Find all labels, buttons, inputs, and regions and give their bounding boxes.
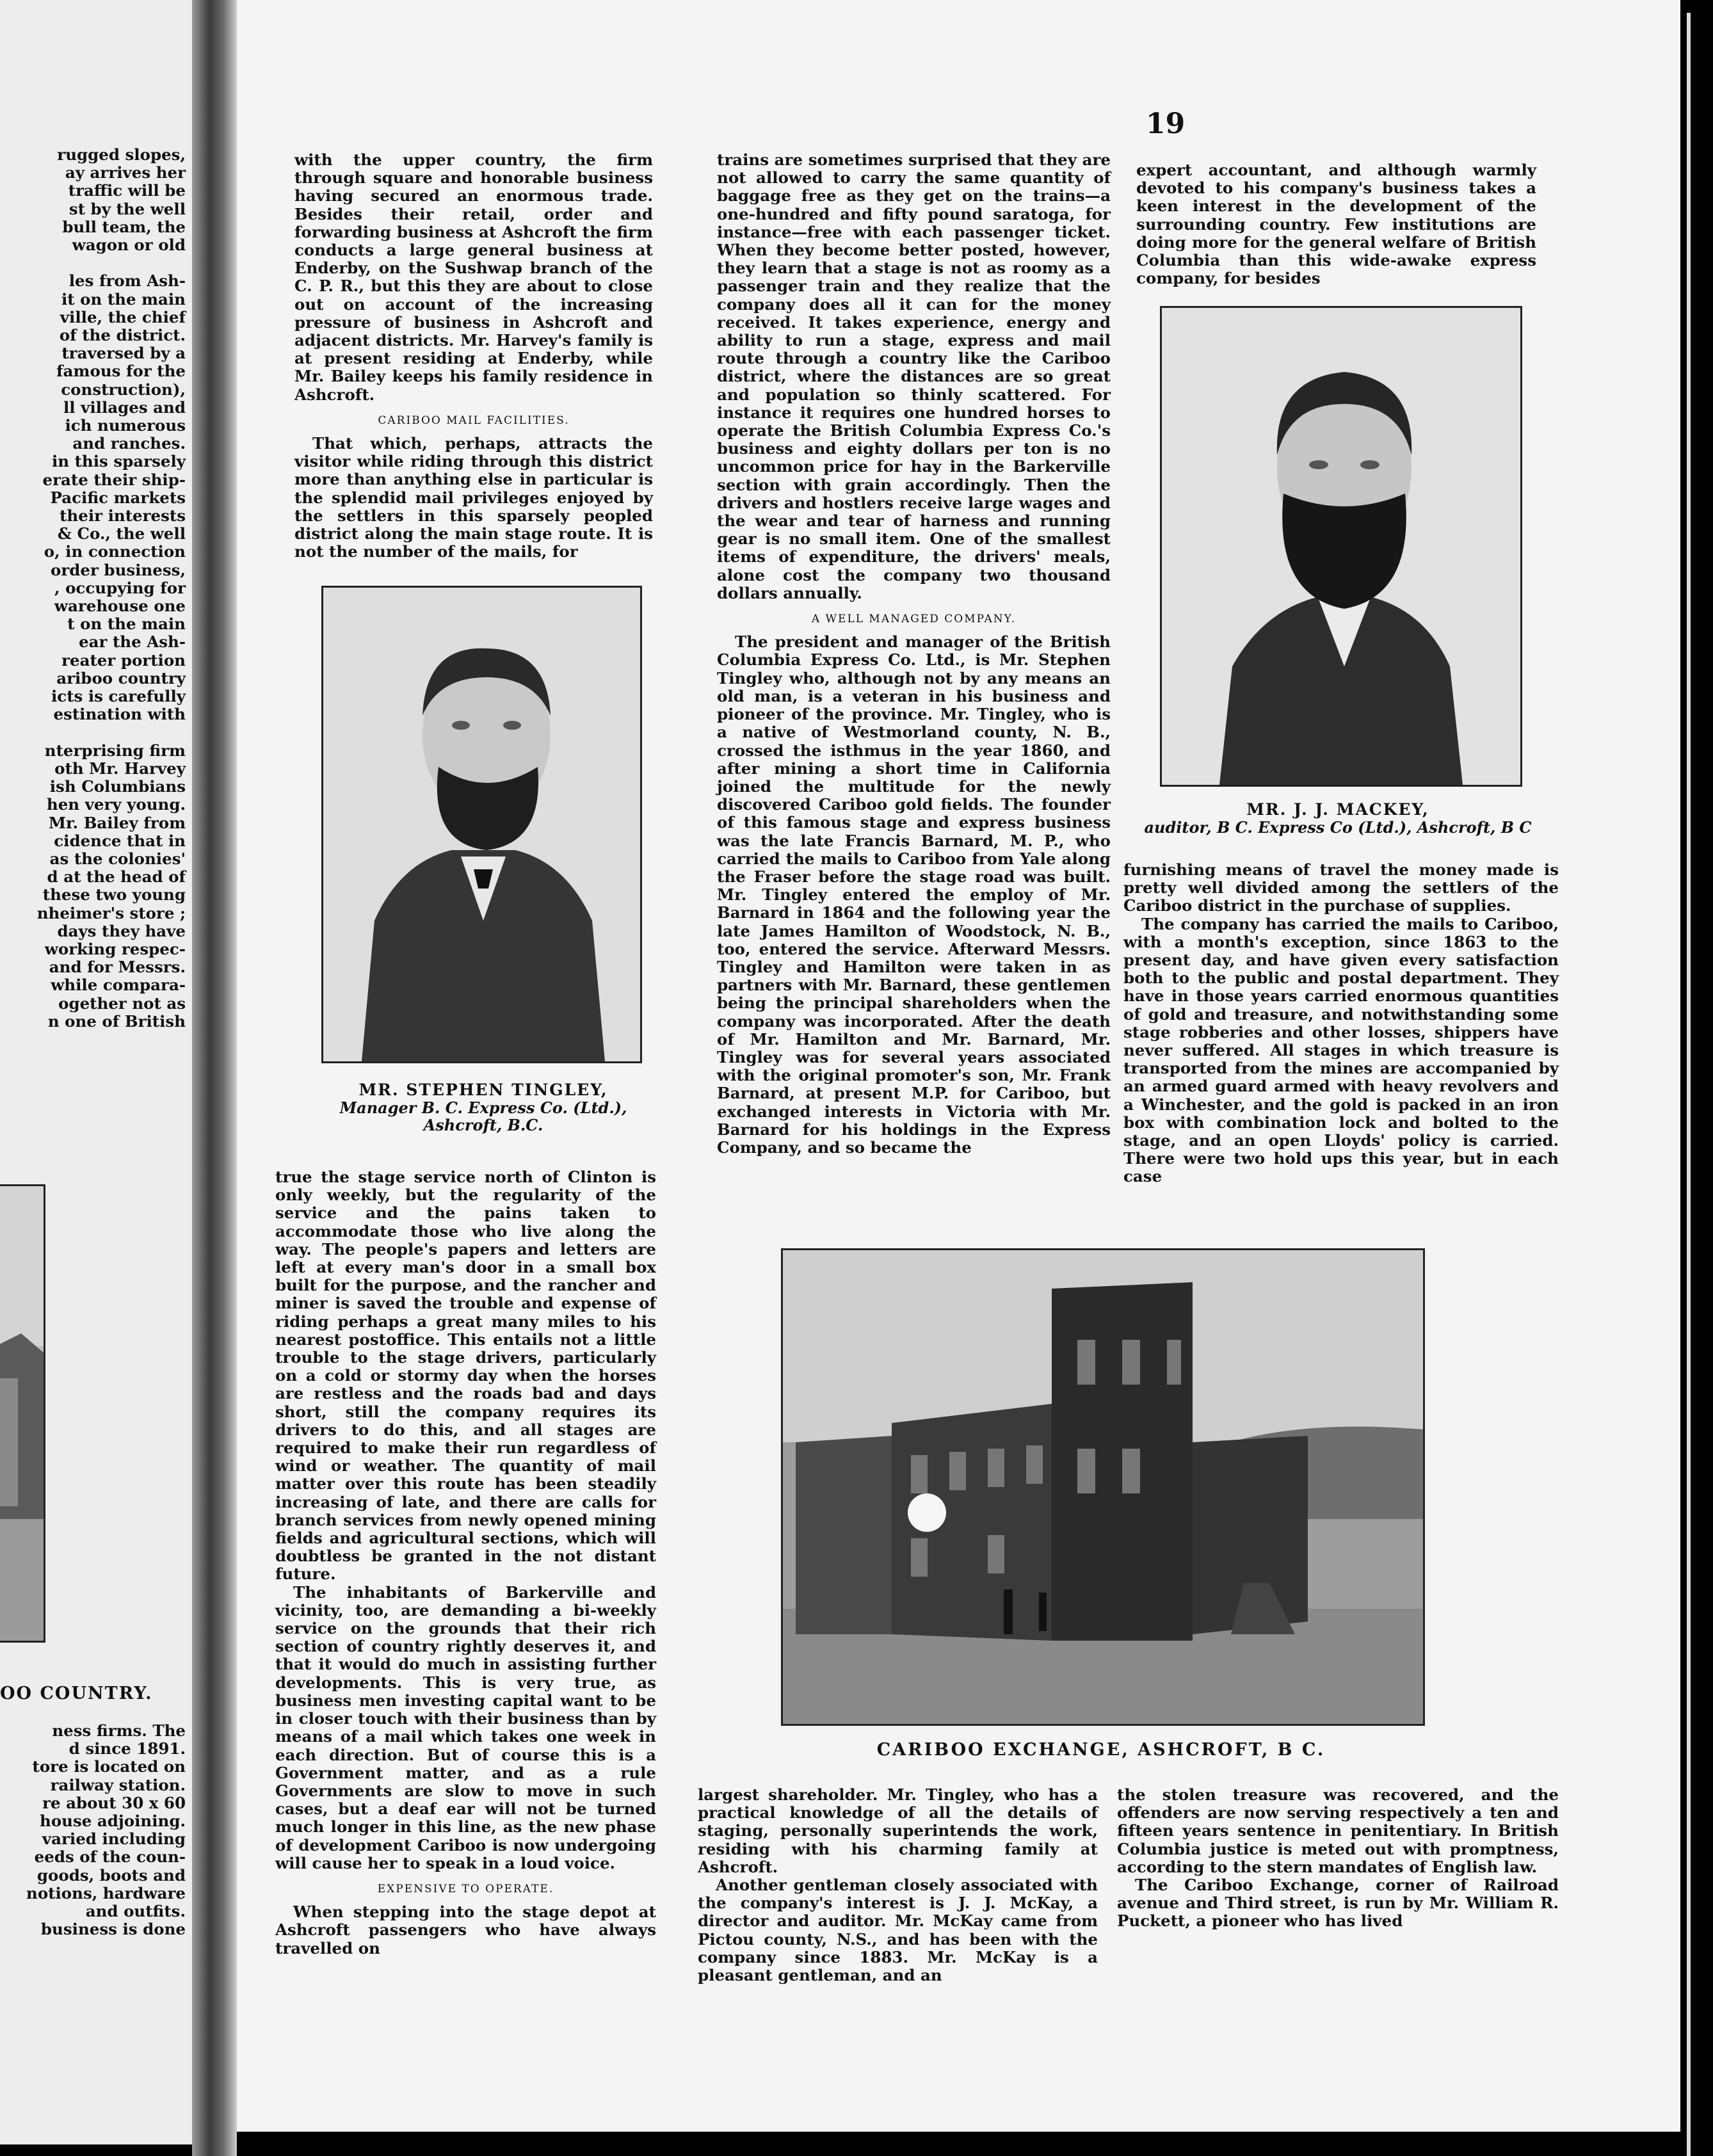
cariboo-exchange-photo	[781, 1248, 1425, 1726]
text-line: nheimer's store ;	[36, 903, 186, 922]
page-gutter	[192, 0, 237, 2156]
paragraph: That which, perhaps, attracts the visitor while riding through this district more than anything else in particular is the splendid mail privileges enjoyed by the settlers in this sparsely peopled district along the main stage route. It is not the number of the mails, for	[294, 434, 653, 561]
paragraph: with the upper country, the firm through square and honorable business having secured an enormous trade. Besides their retail, order and forwarding business at Ashcroft the firm conducts a large general business at Enderby, on the Sushwap branch of the C. P. R., but this they are about to close out on account of the increasing pressure of business in Ashcroft and adjacent districts. Mr. Harvey's family is at present residing at Enderby, while Mr. Bailey keeps his family residence in Ashcroft.	[294, 150, 653, 404]
paragraph: true the stage service north of Clinton is only weekly, but the regularity of the service and the pains taken to accommodate those who live along the way. The people's papers and letters are left at every man's door in a small box built for the purpose, and the rancher and miner is saved the trouble and expense of riding perhaps a great many miles to his nearest postoffice. This entails not a little trouble to the stage drivers, particularly on a cold or stormy day when the horses are restless and the roads bad and days short, still the company requires its drivers to do this, and all stages are required to make their run regardless of wind or weather. The quantity of mail matter over this route has been steadily increasing of late, and there are calls for branch services from newly opened mining fields and agricultural sections, which will doubtless be granted in the not distant future.	[275, 1168, 656, 1584]
text-line: ich numerous	[65, 416, 186, 435]
caption-name: MR. J. J. MACKEY,	[1246, 800, 1429, 819]
text-line: ville, the chief	[60, 307, 186, 326]
paragraph: The inhabitants of Barkerville and vicinity, too, are demanding a bi-weekly service on the grounds that their rich section of country rightly deserves it, and that it would do much in assisting further developments. This is very true, as business men investing capital want to be in closer touch with their business than by means of a mail which takes one week in each direction. But of course this is a Government matter, and as a rule Governments are slow to move in such cases, but a deaf ear will not be turned much longer in this line, as the new phase of development Cariboo is now undergoing will cause her to speak in a loud voice.	[275, 1582, 656, 1872]
text-line: their interests	[60, 506, 186, 526]
text-line: ear the Ash-	[79, 632, 186, 652]
text-line: days they have	[57, 921, 186, 940]
text-line: ariboo country	[56, 668, 186, 688]
paragraph: trains are sometimes surprised that they are not allowed to carry the same quantity of baggage free as they get on the trains—a one-hundred and fifty pound saratoga, for instance—free with each passenger ticket. When they become better posted, however, they learn that a stage is not as roomy as a passenger train and they realize that the company does all it can for the money received. It takes experience, energy and ability to run a stage, express and mail route through a country like the Cariboo district, where the distances are so great and population so thinly scattered. For instance it requires one hundred horses to operate the British Columbia Express Co.'s business and eighty dollars per ton is no uncommon price for hay in the Barkerville section with grain accordingly. Then the drivers and hostlers receive large wages and the wear and tear of harness and running gear is no small item. One of the smallest items of expenditure, the drivers' meals, alone cost the company two thousand dollars annually.	[717, 150, 1111, 602]
text-line: Pacific markets	[50, 488, 186, 507]
paragraph: The Cariboo Exchange, corner of Railroad avenue and Third street, is run by Mr. William R. Puckett, a pioneer who has lived	[1117, 1876, 1559, 1931]
previous-page-text-top	[0, 146, 186, 1031]
text-line: traversed by a	[61, 344, 186, 363]
caption-name: MR. STEPHEN TINGLEY,	[358, 1081, 608, 1099]
text-line: ness firms. The	[52, 1721, 186, 1740]
subheading: EXPENSIVE TO OPERATE.	[377, 1882, 554, 1895]
text-line	[0, 724, 186, 742]
previous-page-text-bottom	[0, 1722, 186, 1938]
column-3-top	[1136, 161, 1536, 287]
tingley-photo-caption	[304, 1081, 663, 1134]
subheading: CARIBOO MAIL FACILITIES.	[378, 414, 570, 427]
paragraph: largest shareholder. Mr. Tingley, who has a practical knowledge of all the details of staging, personally superintends the work, residing with his charming family at Ashcroft.	[698, 1785, 1098, 1876]
text-line: estination with	[53, 705, 186, 724]
text-line: varied including	[42, 1830, 186, 1849]
text-line: notions, hardware	[26, 1883, 186, 1903]
paragraph: The company has carried the mails to Cariboo, with a month's exception, since 1863 to the present day, and have given every satisfaction both to the public and postal department. They have in those years carried enormous quantities of gold and treasure, and notwithstanding some stage robberies and other losses, shippers have never suffered. All stages in which treasure is transported from the mines are accompanied by an armed guard armed with heavy revolvers and a Winchester, and the gold is packed in an iron box with combination lock and bolted to the stage, and an open Lloyds' policy is carried. There were two hold ups this year, but in each case	[1123, 914, 1559, 1186]
text-line: house adjoining.	[40, 1812, 186, 1831]
mackey-portrait-photo	[1160, 306, 1522, 787]
text-line: railway station.	[50, 1775, 186, 1794]
text-line: , occupying for	[54, 578, 186, 597]
column-1-top	[294, 151, 653, 561]
text-line: goods, boots and	[36, 1865, 186, 1885]
mackey-photo-caption	[1120, 800, 1556, 836]
paragraph: The president and manager of the British Columbia Express Co. Ltd., is Mr. Stephen Tingley who, although not by any means an old man, is a veteran in his business and pioneer of the province. Mr. Tingley, who is a native of Westmorland county, N. B., crossed the isthmus in the year 1860, and after mining a short time in California joined the multitude for the newly discovered Cariboo gold fields. The founder of this famous stage and express business was the late Francis Barnard, M. P., who carried the mails to Cariboo from Yale along the Fraser before the stage road was built. Mr. Tingley entered the employ of Mr. Barnard in 1864 and the following year the late James Hamilton of Woodstock, N. B., too, entered the service. Afterward Messrs. Tingley and Hamilton were taken in as partners with Mr. Barnard, these gentlemen being the principal shareholders when the company was incorporated. After the death of Mr. Hamilton and Mr. Barnard, Mr. Tingley was for several years associated with the original promoter's son, Mr. Frank Barnard, at present M.P. for Cariboo, but exchanged interests in Victoria with Mr. Barnard for his holdings in the Express Company, and so became the	[717, 632, 1111, 1157]
text-line: Mr. Bailey from	[48, 813, 186, 832]
text-line: d at the head of	[47, 867, 186, 887]
text-line: o, in connection	[44, 542, 186, 561]
text-line: re about 30 x 60	[42, 1793, 186, 1812]
paragraph: the stolen treasure was recovered, and the offenders are now serving respectively a ten and fifteen years sentence in penitentiary. In British Columbia justice is meted out with promptness, according to the stern mandates of English law.	[1117, 1785, 1559, 1876]
text-line: while compara-	[51, 976, 186, 995]
text-line: and for Messrs.	[49, 958, 186, 977]
text-line: ogether not as	[58, 994, 186, 1013]
text-line: reater portion	[61, 650, 186, 670]
text-line: n one of British	[47, 1011, 186, 1031]
column-3-middle	[1123, 861, 1559, 1186]
text-line: les from Ash-	[68, 271, 186, 291]
text-line: hen very young.	[46, 795, 186, 814]
text-line: ish Columbians	[49, 777, 186, 796]
cariboo-exchange-caption: CARIBOO EXCHANGE, ASHCROFT, B C.	[876, 1740, 1326, 1760]
text-line: traffic will be	[68, 181, 186, 200]
column-1-bottom	[275, 1168, 656, 1958]
text-line: erate their ship-	[42, 470, 186, 489]
previous-page-photo-fragment	[0, 1184, 45, 1643]
text-line: bull team, the	[62, 217, 186, 236]
text-line: cidence that in	[54, 831, 186, 850]
text-line: order business,	[51, 560, 186, 579]
text-line: ll villages and	[63, 398, 186, 417]
text-line: famous for the	[56, 362, 186, 381]
newspaper-page	[237, 0, 1680, 2132]
text-line: nterprising firm	[44, 741, 186, 760]
caption-title: Manager B. C. Express Co. (Ltd.), Ashcroft, B.C.	[339, 1098, 627, 1134]
text-line: st by the well	[68, 199, 186, 218]
column-2-bottom	[698, 1786, 1098, 1984]
text-line: tore is located on	[32, 1757, 186, 1776]
text-line: and outfits.	[85, 1902, 186, 1921]
text-line: these two young	[42, 885, 186, 905]
previous-page-caption: OO COUNTRY.	[0, 1684, 153, 1703]
paragraph: When stepping into the stage depot at Ashcroft passengers who have always travelled on	[275, 1903, 656, 1958]
text-line: in this sparsely	[51, 452, 186, 471]
page-number: 19	[1146, 108, 1186, 140]
column-2-top	[717, 151, 1111, 1157]
text-line: t on the main	[67, 615, 186, 634]
text-line: warehouse one	[54, 597, 186, 616]
text-line: working respec-	[44, 939, 186, 958]
caption-title: auditor, B C. Express Co (Ltd.), Ashcroft, B C	[1144, 818, 1532, 837]
text-line: eeds of the coun-	[34, 1847, 186, 1867]
paragraph: furnishing means of travel the money made is pretty well divided among the settlers of the Cariboo district in the purchase of supplies.	[1123, 860, 1559, 915]
text-line: ay arrives her	[65, 163, 186, 182]
subheading: A WELL MANAGED COMPANY.	[811, 613, 1017, 626]
text-line: d since 1891.	[68, 1739, 186, 1758]
text-line: & Co., the well	[57, 524, 186, 543]
text-line: of the district.	[59, 326, 186, 345]
text-line: rugged slopes,	[57, 145, 186, 164]
text-line: icts is carefully	[51, 687, 186, 706]
text-line: business is done	[40, 1920, 186, 1939]
paragraph: expert accountant, and although warmly devoted to his company's business takes a keen interest in the development of the surrounding country. Few institutions are doing more for the general welfare of British Columbia than this wide-awake express company, for besides	[1136, 161, 1536, 288]
column-3-bottom	[1117, 1786, 1559, 1931]
text-line: and ranches.	[72, 434, 186, 453]
paragraph: Another gentleman closely associated with the company's interest is J. J. McKay, a director and auditor. Mr. McKay came from Pictou county, N.S., and has been with the company since 1883. Mr. McKay is a pleasant gentleman, and an	[698, 1876, 1098, 1985]
tingley-portrait-photo	[321, 586, 642, 1063]
text-line: as the colonies'	[49, 849, 186, 868]
text-line: construction),	[61, 380, 186, 399]
text-line: oth Mr. Harvey	[54, 759, 186, 778]
text-line	[0, 254, 186, 272]
text-line: it on the main	[61, 289, 186, 309]
page-edge	[1680, 13, 1713, 2156]
text-line: wagon or old	[72, 236, 186, 255]
previous-page-fragment	[0, 0, 192, 2144]
